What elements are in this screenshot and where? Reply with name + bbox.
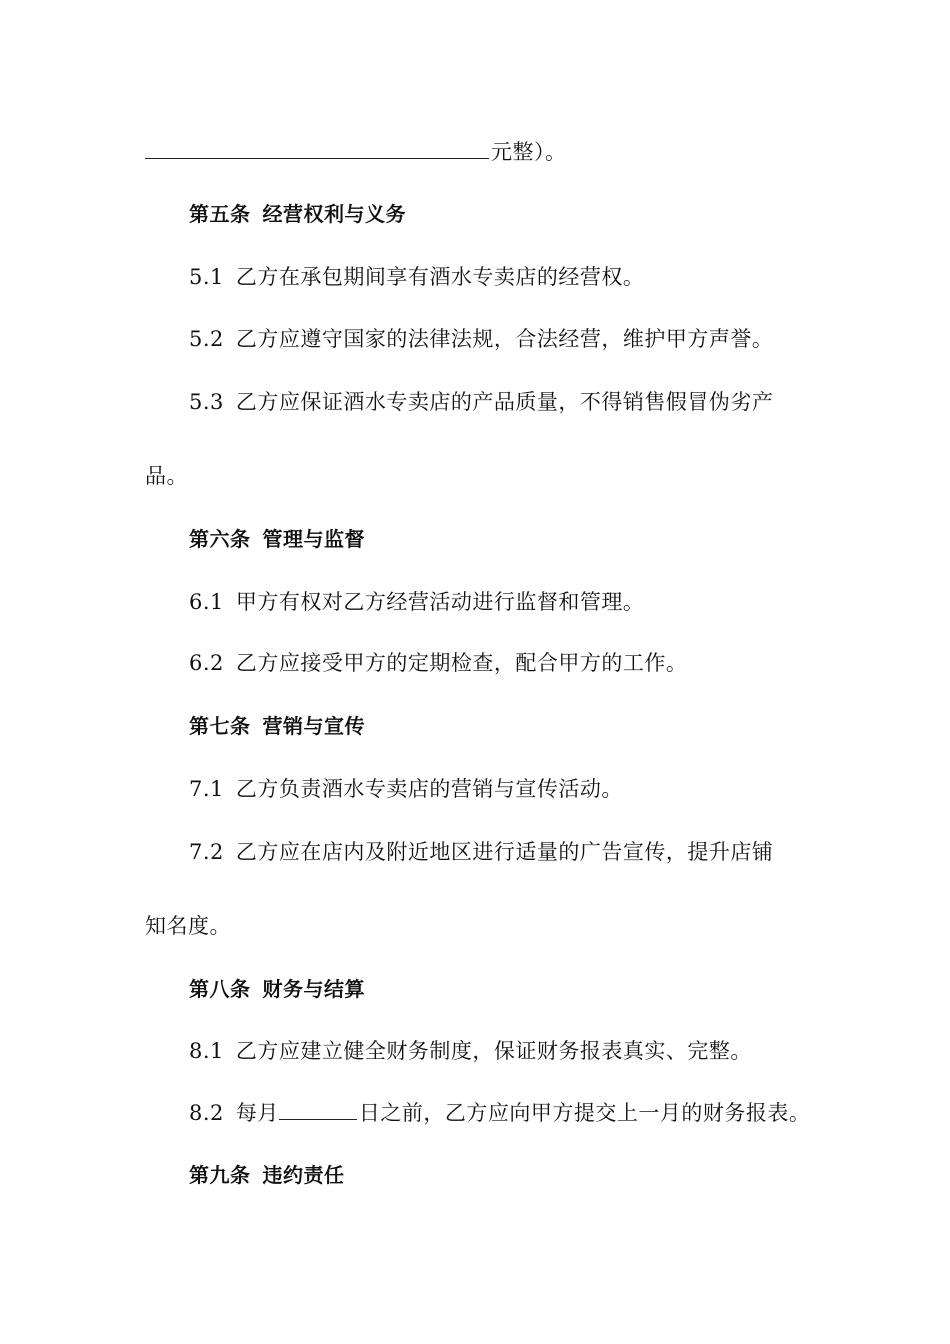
clause-number: 7.1 — [189, 777, 224, 801]
amount-suffix: 元整）。 — [491, 140, 567, 164]
clause-6-2 — [189, 649, 687, 677]
clause-text: 乙方在承包期间享有酒水专卖店的经营权。 — [235, 265, 645, 289]
clause-number: 8.1 — [189, 1039, 224, 1063]
clause-6-1 — [189, 588, 644, 616]
section-heading-9 — [189, 1161, 345, 1189]
section-heading-7 — [189, 712, 365, 740]
clause-number: 7.2 — [189, 840, 224, 864]
clause-text: 乙方应在店内及附近地区进行适量的广告宣传，提升店铺 — [235, 840, 774, 864]
section-heading-5 — [189, 200, 406, 228]
clause-text: 乙方应遵守国家的法律法规，合法经营，维护甲方声誉。 — [235, 327, 774, 351]
section-title: 营销与宣传 — [262, 714, 365, 738]
clause-text: 日之前，乙方应向甲方提交上一月的财务报表。 — [358, 1101, 811, 1125]
clause-number: 6.1 — [189, 590, 224, 614]
clause-8-1 — [189, 1037, 752, 1065]
section-title: 违约责任 — [262, 1163, 345, 1187]
section-number: 第六条 — [189, 527, 251, 551]
clause-5-2 — [189, 325, 773, 353]
clause-text: 乙方应接受甲方的定期检查，配合甲方的工作。 — [235, 651, 688, 675]
section-number: 第七条 — [189, 714, 251, 738]
clause-number: 6.2 — [189, 651, 224, 675]
clause-prefix: 每月 — [235, 1101, 279, 1125]
clause-number: 5.3 — [189, 390, 224, 414]
section-heading-8 — [189, 975, 365, 1003]
clause-text: 乙方应建立健全财务制度，保证财务报表真实、完整。 — [235, 1039, 752, 1063]
clause-7-2 — [189, 838, 773, 866]
clause-text: 品。 — [145, 464, 188, 488]
clause-8-2 — [189, 1099, 810, 1127]
clause-text: 甲方有权对乙方经营活动进行监督和管理。 — [235, 590, 645, 614]
section-heading-6 — [189, 525, 365, 553]
clause-text: 乙方负责酒水专卖店的营销与宣传活动。 — [235, 777, 623, 801]
day-blank[interactable] — [279, 1099, 357, 1120]
amount-blank[interactable] — [145, 138, 489, 159]
section-title: 财务与结算 — [262, 977, 365, 1001]
clause-text: 知名度。 — [145, 914, 231, 938]
clause-7-2-continuation — [145, 912, 231, 940]
section-number: 第九条 — [189, 1163, 251, 1187]
section-title: 管理与监督 — [262, 527, 365, 551]
section-number: 第五条 — [189, 202, 251, 226]
amount-line — [145, 138, 567, 166]
section-title: 经营权利与义务 — [262, 202, 406, 226]
clause-text: 乙方应保证酒水专卖店的产品质量，不得销售假冒伪劣产 — [235, 390, 774, 414]
clause-5-3-continuation — [145, 462, 188, 490]
clause-number: 8.2 — [189, 1101, 224, 1125]
clause-5-3 — [189, 388, 773, 416]
clause-number: 5.2 — [189, 327, 224, 351]
section-number: 第八条 — [189, 977, 251, 1001]
clause-number: 5.1 — [189, 265, 224, 289]
clause-5-1 — [189, 263, 644, 291]
clause-7-1 — [189, 775, 623, 803]
